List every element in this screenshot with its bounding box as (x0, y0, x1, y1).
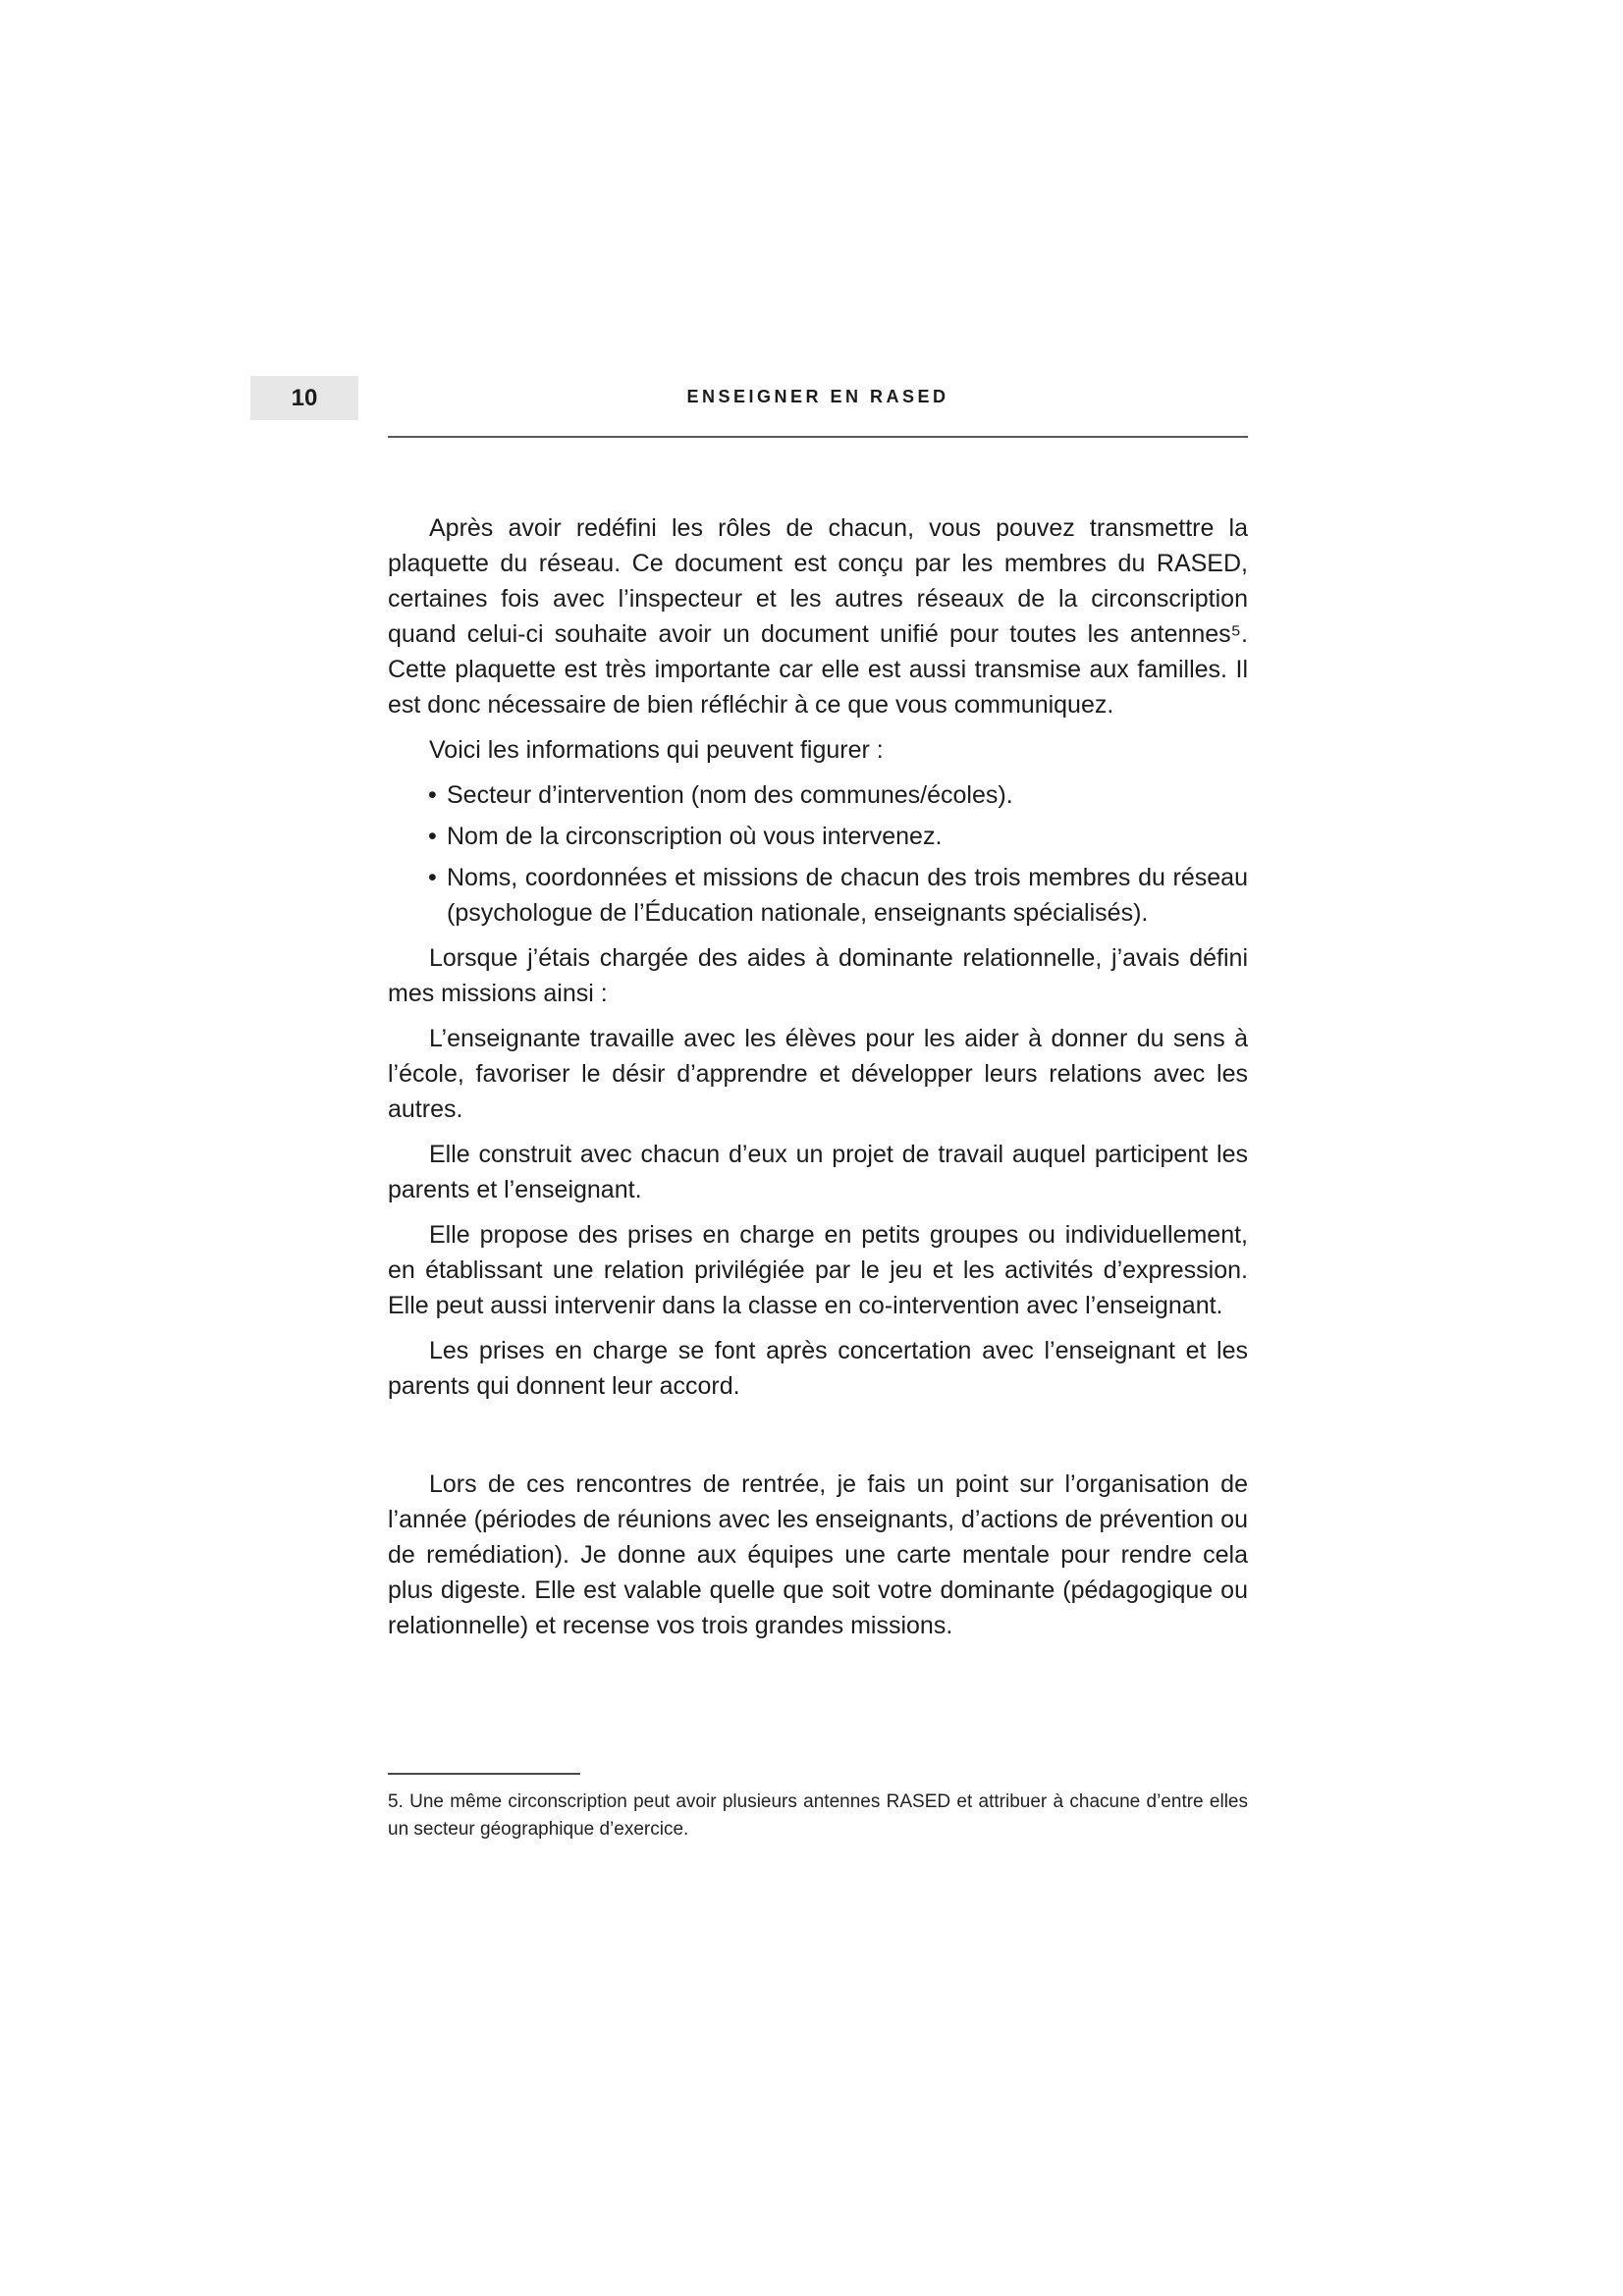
page-number-badge (250, 376, 358, 420)
paragraph-voici: Voici les informations qui peuvent figurer : (429, 736, 884, 764)
footnote-text: 5. Une même circonscription peut avoir plusieurs antennes RASED et attribuer à chacune d’entre elles un secteur géographique d’exercice. (388, 1791, 1248, 1840)
paragraph-prises: Les prises en charge se font après concertation avec l’enseignant et les parents qui donnent leur accord. (388, 1337, 1248, 1400)
bullet-item-circonscription: • Nom de la circonscription où vous intervenez. (388, 819, 1248, 854)
footnote-rule (388, 1773, 580, 1775)
paragraph-enseignante: L’enseignante travaille avec les élèves pour les aider à donner du sens à l’école, favoriser le désir d’apprendre et développer leurs relations avec les autres. (388, 1025, 1248, 1123)
paragraph-intro: Après avoir redéfini les rôles de chacun, vous pouvez transmettre la plaquette du réseau. Ce document est conçu par les membres du RASED, certaines fois avec l’inspecteur et les autres réseaux de la circonscription quand celui-ci souhaite avoir un document unifié pour toutes les antennes⁵. Cette plaquette est très importante car elle est aussi transmise aux familles. Il est donc nécessaire de bien réfléchir à ce que vous communiquez. (388, 514, 1248, 719)
bullet-item-membres: • Noms, coordonnées et missions de chacun des trois membres du réseau (psychologue de l’Éducation nationale, enseignants spécialisés). (388, 860, 1248, 931)
bullet-list (388, 777, 1248, 931)
paragraph-propose: Elle propose des prises en charge en petits groupes ou individuellement, en établissant une relation privilégiée par le jeu et les activités d’expression. Elle peut aussi intervenir dans la classe en co-intervention avec l’enseignant. (388, 1221, 1248, 1319)
paragraph-construit: Elle construit avec chacun d’eux un projet de travail auquel participent les parents et l’enseignant. (388, 1141, 1248, 1203)
paragraph-lors: Lors de ces rencontres de rentrée, je fais un point sur l’organisation de l’année (périodes de réunions avec les enseignants, d’actions de prévention ou de remédiation). Je donne aux équipes une carte mentale pour rendre cela plus digeste. Elle est valable quelle que soit votre dominante (pédagogique ou relationnelle) et recense vos trois grandes missions. (388, 1470, 1248, 1639)
bullet-item-secteur: • Secteur d’intervention (nom des communes/écoles). (388, 777, 1248, 813)
page-body (388, 510, 1248, 1643)
page-number: 10 (291, 384, 318, 411)
paragraph-lorsque: Lorsque j’étais chargée des aides à dominante relationnelle, j’avais défini mes missions ainsi : (388, 944, 1248, 1007)
running-title: ENSEIGNER EN RASED (686, 387, 949, 406)
header-rule (388, 436, 1248, 438)
